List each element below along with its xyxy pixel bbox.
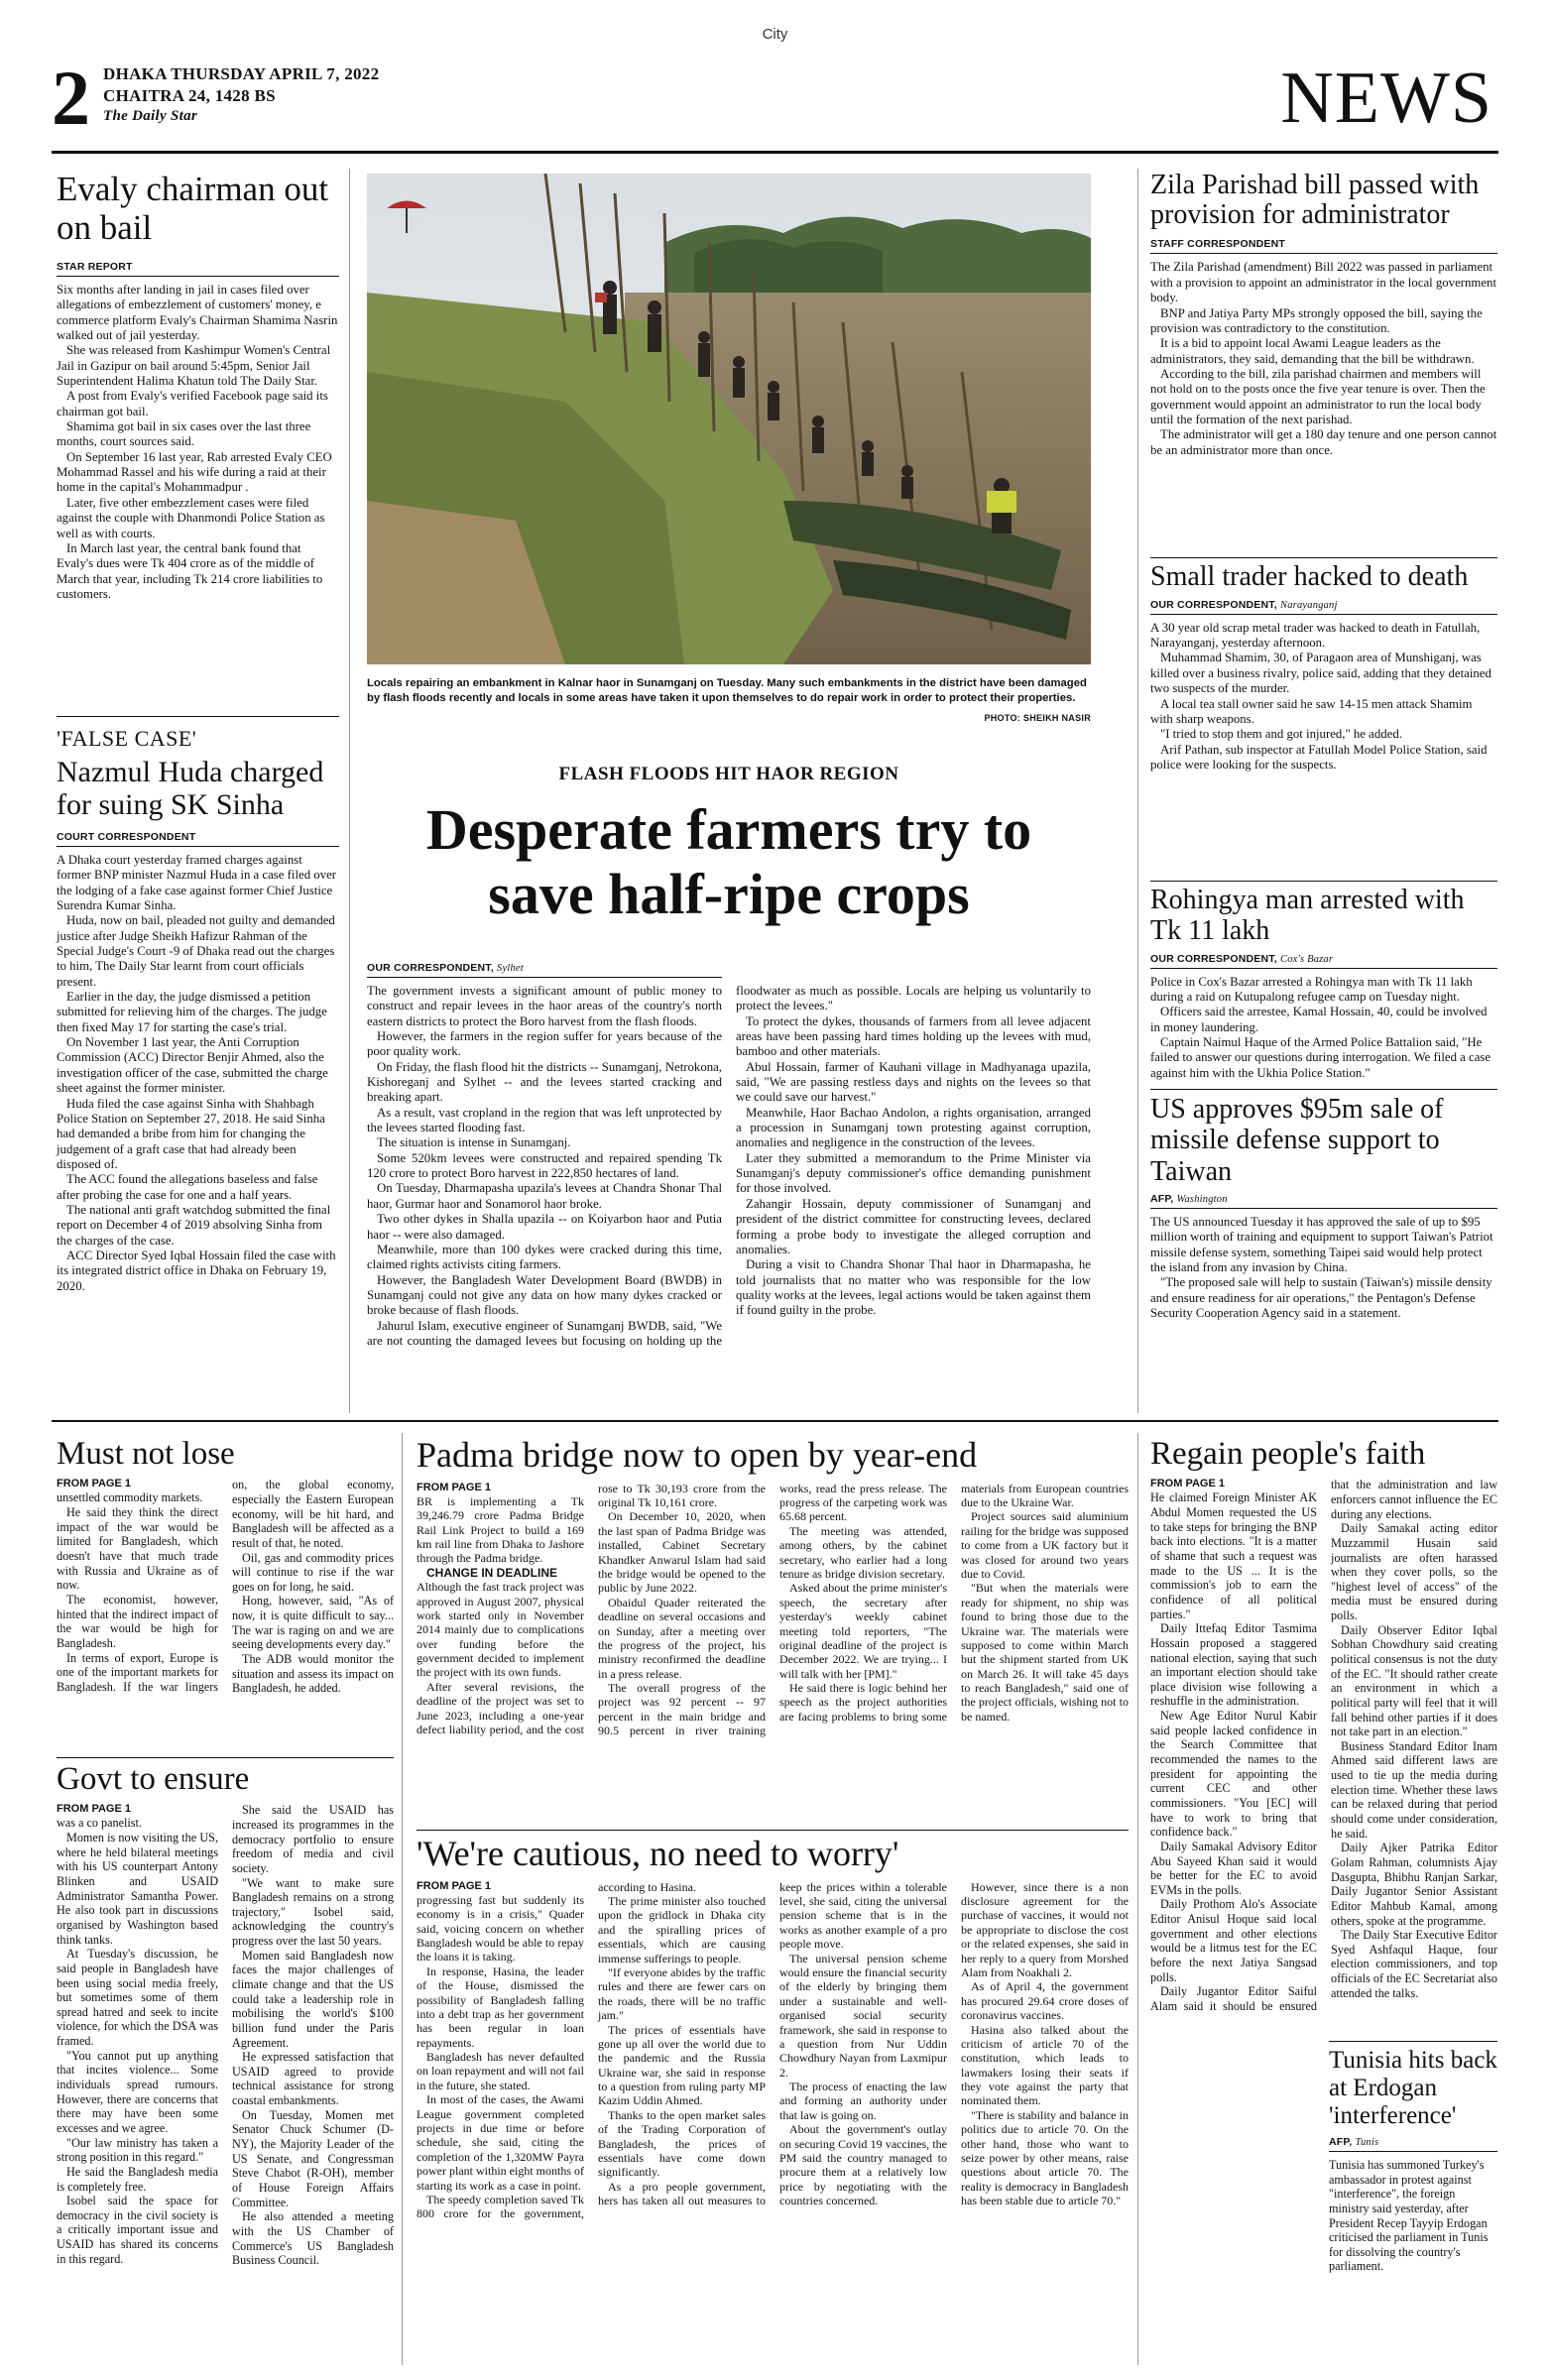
dateline xyxy=(103,63,379,127)
paragraph: Obaidul Quader reiterated the deadline on several occasions and on Sunday, after a meeting over the progress of the project, his ministry reconfirmed the deadline in a press release. xyxy=(598,1595,766,1681)
paragraph: However, the Bangladesh Water Development Board (BWDB) in Sunamganj could not give any data on how many dykes cracked or broke because of flash floods. xyxy=(367,1272,722,1318)
govt-body xyxy=(57,1803,394,2363)
section-label: City xyxy=(762,26,788,43)
evaly-headline[interactable]: Evaly chairman out on bail xyxy=(57,170,329,247)
cautious-body xyxy=(417,1880,1129,2358)
paragraph: Thanks to the open market sales of the Trading Corporation of Bangladesh, the prices of essentials have come down significantly. xyxy=(598,2107,766,2180)
paragraph: "We want to make sure Bangladesh remains on a strong trajectory," Isobel said, acknowledging the country's progress over the last 50 years. xyxy=(232,1875,394,1949)
story-rule xyxy=(1150,557,1497,558)
paragraph: Later, five other embezzlement cases were filed against the couple with Dhanmondi Police Station as well as with courts. xyxy=(57,495,325,540)
paragraph: The universal pension scheme would ensure the financial security of the elderly by bringing them under a sustainable and well-organised social security framework, she said in response to a question from Nur Uddin Chowdhury Nayan from Laxmipur 2. xyxy=(779,1951,947,2080)
section-title: NEWS xyxy=(1280,58,1492,139)
paragraph: As a pro people government, hers has taken all out measures to keep the prices within a tolerable level, she said, citing the universal pension scheme that is in the works as another example of a pro people move. xyxy=(598,1879,947,2208)
paragraph: The prime minister also touched upon the gridlock in Dhaka city and the spiralling prices of essentials, which are causing immense sufferings to people. xyxy=(598,1893,766,1965)
story-regain xyxy=(1150,1436,1497,2053)
paragraph: Oil, gas and commodity prices will continue to rise if the war goes on for long, he said. xyxy=(232,1550,394,1594)
story-taiwan xyxy=(1150,1094,1497,1321)
paragraph: On Tuesday, Dharmapasha upazila's levees at Chandra Shonar Thal haor, Gurmar haor and Sonamorol haor broke. xyxy=(367,1181,722,1211)
tunisia-byline xyxy=(1329,2136,1497,2148)
paragraph: "Our law ministry has taken a strong position in this regard." xyxy=(57,2135,218,2165)
padma-body xyxy=(417,1482,1129,1829)
embankment-photo xyxy=(367,174,1091,664)
paragraph: Daily Ittefaq Editor Tasmima Hossain proposed a staggered national election, saying that such an important election should take place division wise following a reshuffle in the administration. xyxy=(1150,1621,1317,1709)
taiwan-headline[interactable]: US approves $95m sale of missile defense support to Taiwan xyxy=(1150,1094,1444,1187)
paragraph: The US announced Tuesday it has approved the sale of up to $95 million worth of training and equipment to support Taiwan's Patriot missile defense system, something Taipei said would help protect the island from any invasion by China. xyxy=(1150,1215,1493,1275)
huda-kicker: 'FALSE CASE' xyxy=(57,726,197,751)
paragraph: Meanwhile, Haor Bachao Andolon, a rights organisation, arranged a procession in Sunamganj town protesting against corruption, anomalies and negligence in the construction of the levees. xyxy=(736,1105,1091,1150)
paragraph: A 30 year old scrap metal trader was hacked to death in Fatullah, Narayanganj, yesterday afternoon. xyxy=(1150,620,1481,651)
trader-body xyxy=(1150,621,1497,773)
paragraph: "The proposed sale will help to sustain (Taiwan's) missile density and ensure readiness for air operations," the Pentagon's Defense Security Cooperation Agency said in a statement. xyxy=(1150,1275,1492,1321)
paragraph: Zahangir Hossain, deputy commissioner of Sunamganj and president of the district committee for constructing levees, declared forming a probe body to investigate the alleged corruption and anomalies. xyxy=(736,1196,1091,1256)
byline-name: OUR CORRESPONDENT, xyxy=(367,962,494,974)
paragraph: Six months after landing in jail in cases filed over allegations of embezzlement of customers' money, e commerce platform Evaly's Chairman Shamima Nasrin walked out of jail yesterday. xyxy=(57,283,338,343)
story-rule xyxy=(57,1757,394,1758)
byline-name: OUR CORRESPONDENT, xyxy=(1150,598,1277,611)
paragraph: The administrator will get a 180 day tenure and one person cannot be an administrator more than once. xyxy=(1150,427,1497,457)
paragraph: BR is implementing a Tk 39,246.79 crore Padma Bridge Rail Link Project to build a 169 km rail line from Dhaka to Jashore through the Padma bridge. xyxy=(417,1493,584,1566)
paragraph: According to the bill, zila parishad chairmen and members will not hold on to the posts once the five year tenure is over. Then the government would appoint an administrator to run the local body until the formation of the next parishad. xyxy=(1150,366,1486,426)
paragraph: He expressed satisfaction that USAID agreed to provide technical assistance for strong coastal embankments. xyxy=(232,2050,394,2108)
paragraph: The government invests a significant amount of public money to construct and repair levees in the haor areas of the country's north eastern districts to protect the Boro harvest from the flash floods. xyxy=(367,984,722,1028)
byline-name: AFP, xyxy=(1329,2136,1353,2148)
from-page: FROM PAGE 1 xyxy=(57,1803,131,1816)
mustnot-headline[interactable]: Must not lose xyxy=(57,1436,235,1472)
paragraph: As a result, vast cropland in the region that was left unprotected by the levees started flooding fast. xyxy=(367,1105,722,1135)
page-number: 2 xyxy=(52,55,90,141)
paragraph: The ACC found the allegations baseless and false after probing the case for one and a half years. xyxy=(57,1172,318,1202)
trader-byline xyxy=(1150,599,1497,611)
paragraph: New Age Editor Nurul Kabir said people lacked confidence in the Search Committee that recommended the names to the president for appointing the current CEC and other commissioners. "You [EC] will have to work to bring that confidence back." xyxy=(1150,1709,1317,1840)
byline-place: Narayanganj xyxy=(1280,599,1338,611)
trader-headline[interactable]: Small trader hacked to death xyxy=(1150,561,1469,592)
paragraph: The ADB would monitor the situation and assess its impact on Bangladesh, he added. xyxy=(232,1651,394,1696)
paragraph: Meanwhile, more than 100 dykes were cracked during this time, claimed rights activists citing farmers. xyxy=(367,1242,722,1272)
paragraph: "There is stability and balance in politics due to article 70. On the other hand, those who want to seize power by other means, raise questions about article 70. The reality is democracy in Bangladesh has been stable due to article 70." xyxy=(961,2107,1129,2208)
column-divider xyxy=(1137,169,1138,1413)
paragraph: Some 520km levees were constructed and repaired spending Tk 120 crore to protect Boro harvest in 222,850 hectares of land. xyxy=(367,1150,722,1181)
paragraph: Jahurul Islam, executive engineer of Sunamganj BWDB, said, "We are not counting the damaged levees but focusing on holding up the floodwater as much as possible. Locals are helping us voluntarily to protect the levees." xyxy=(367,984,1091,1348)
from-page: FROM PAGE 1 xyxy=(1150,1478,1225,1490)
paragraph: Huda, now on bail, pleaded not guilty and demanded justice after Judge Sheikh Hafizur Rahman of the Special Judge's Court -9 of Dhaka read out the charges to him, The Daily Star learnt from court officials present. xyxy=(57,913,335,989)
paragraph: About the government's outlay on securing Covid 19 vaccines, the PM said the country managed to procure them at a relatively low price by negotiating with the countries concerned. xyxy=(779,2122,947,2208)
paragraph: progressing fast but suddenly its economy is in a crisis," Quader said, voicing concern on whether Bangladesh would be able to repay the loans it is taking. xyxy=(417,1892,584,1964)
paragraph: Daily Samakal acting editor Muzzammil Husain said journalists are often harassed when they cover polls, so the "highest level of access" of the media must be ensured during polls. xyxy=(1331,1521,1497,1623)
mustnot-body xyxy=(57,1478,394,1755)
paragraph: BNP and Jatiya Party MPs strongly opposed the bill, saying the provision was contradictory to the constitution. xyxy=(1150,305,1483,335)
paragraph: Momen said Bangladesh now faces the major challenges of climate change and that the US could take a leadership role in mobilising the world's $100 billion fund under the Paris Agreement. xyxy=(232,1948,394,2050)
paragraph: Hasina also talked about the criticism of article 70 of the constitution, which leads to lawmakers losing their seats if they vote against the party that nominated them. xyxy=(961,2022,1129,2108)
paragraph: He claimed Foreign Minister AK Abdul Momen requested the US to take steps for bringing the BNP back into elections. "It is a matter of shame that such a request was made to the US ... It is the commission's job to earn the confidence of all political parties." xyxy=(1150,1490,1317,1621)
paragraph: On December 10, 2020, when the last span of Padma Bridge was installed, Cabinet Secretary Khandker Anwarul Islam had said the bridge would be opened to the public by June 2022. xyxy=(598,1509,766,1596)
zila-body xyxy=(1150,260,1497,457)
byline-rule xyxy=(1329,2151,1497,2152)
byline-rule xyxy=(57,846,339,847)
padma-headline[interactable]: Padma bridge now to open by year-end xyxy=(417,1435,978,1475)
regain-body xyxy=(1150,1478,1497,2053)
from-page: FROM PAGE 1 xyxy=(417,1879,491,1892)
tunisia-body xyxy=(1329,2158,1497,2274)
story-rule xyxy=(1329,2041,1497,2042)
paragraph: On September 16 last year, Rab arrested Evaly CEO Mohammad Rassel and his wife during a raid at their home in the capital's Mohammadpur . xyxy=(57,449,332,495)
column-divider xyxy=(349,169,350,1413)
paragraph: Huda filed the case against Sinha with Shahbagh Police Station on September 27, 2018. He said Sinha had demanded a bribe from him for changing the judgement of a graft case that had already been disposed of. xyxy=(57,1096,325,1171)
paragraph: Daily Samakal Advisory Editor Abu Sayeed Khan said it would be better for the EC to avoid EVMs in the polls. xyxy=(1150,1839,1317,1897)
paragraph: Momen is now visiting the US, where he held bilateral meetings with his US counterpart Antony Blinken and USAID Administrator Samantha Power. He also took part in discussions organised by Washington based think tanks. xyxy=(57,1831,218,1947)
byline-rule xyxy=(1150,253,1497,254)
byline-place: Tunis xyxy=(1355,2137,1379,2148)
paragraph: Earlier in the day, the judge dismissed a petition submitted for relieving him of the charges. The judge then fixed May 17 for starting the case's trial. xyxy=(57,990,327,1034)
paragraph: However, the farmers in the region suffer for years because of the poor quality work. xyxy=(367,1029,722,1059)
paragraph: Daily Prothom Alo's Associate Editor Anisul Hoque said local government and other elections would be a litmus test for the EC before the next Jatiya Sangsad polls. xyxy=(1150,1897,1317,1984)
paragraph: Asked about the prime minister's speech, the secretary after yesterday's weekly cabinet meeting told reporters, "The original deadline of the project is December 2022. We are trying... I will talk with her [PM]." xyxy=(779,1581,947,1681)
paragraph: In March last year, the central bank found that Evaly's dues were Tk 404 crore as of the middle of March that year, including Tk 214 crore liabilities to customers. xyxy=(57,540,323,601)
taiwan-body xyxy=(1150,1215,1497,1321)
from-page: FROM PAGE 1 xyxy=(417,1481,491,1493)
paragraph: Although the fast track project was approved in August 2007, physical work started only in November 2014 mainly due to complications over funding before the government decided to implement the project with its own funds. xyxy=(417,1580,584,1680)
story-huda xyxy=(57,726,339,1294)
bangla-date: CHAITRA 24, 1428 BS xyxy=(103,86,276,106)
huda-byline: COURT CORRESPONDENT xyxy=(57,831,196,843)
byline-rule xyxy=(1150,968,1497,969)
story-trader xyxy=(1150,562,1497,773)
paragraph: However, since there is a non disclosure agreement for the purchase of vaccines, it would not be appropriate to disclose the cost or the related expenses, she said in her reply to a query from Morshed Alam from Noakhali 2. xyxy=(961,1879,1129,1979)
story-rohingya xyxy=(1150,886,1497,1081)
date-line: DHAKA THURSDAY APRIL 7, 2022 xyxy=(103,64,380,83)
story-zila xyxy=(1150,171,1497,458)
paragraph: Officers said the arrestee, Kamal Hossain, 40, could be involved in money laundering. xyxy=(1150,1005,1488,1034)
paragraph: To protect the dykes, thousands of farmers from all levee adjacent areas have been passing hard times holding up the levees with mud, bamboo and other materials. xyxy=(736,1013,1091,1059)
paragraph: A post from Evaly's verified Facebook page said its chairman got bail. xyxy=(57,389,328,418)
haor-kicker: FLASH FLOODS HIT HAOR REGION xyxy=(558,764,899,784)
zila-byline: STAFF CORRESPONDENT xyxy=(1150,238,1286,251)
byline-rule xyxy=(367,977,722,978)
paragraph: A local tea stall owner said he saw 14-15 men attack Shamim with sharp weapons. xyxy=(1150,696,1473,726)
haor-byline xyxy=(367,962,722,974)
paragraph: The Zila Parishad (amendment) Bill 2022 was passed in parliament with a provision to appoint an administrator in the local government body. xyxy=(1150,260,1496,305)
paragraph: Business Standard Editor Inam Ahmed said different laws are used to tie up the media during election time. Whether these laws can be relaxed during that period should come under consideration, he said. xyxy=(1331,1738,1497,1841)
story-govt xyxy=(57,1761,394,2363)
paragraph: Daily Observer Editor Iqbal Sobhan Chowdhury said creating political consensus is not the duty of the EC. "It should rather create an environment in which a political party will feel that it will fall behind other parties if it does not take part in an election." xyxy=(1331,1622,1497,1739)
govt-headline[interactable]: Govt to ensure xyxy=(57,1761,250,1797)
story-haor xyxy=(367,962,1091,1420)
paragraph: In terms of export, Europe is one of the important markets for Bangladesh. If the war lingers on, the global economy, especially the Eastern European economy, will be hit hard, and Bangladesh will be affected as a result of that, he noted. xyxy=(57,1478,394,1694)
paragraph: The economist, however, hinted that the indirect impact of the war would be high for Bangladesh. xyxy=(57,1592,218,1650)
byline-rule xyxy=(1150,614,1497,615)
paragraph: A Dhaka court yesterday framed charges against former BNP minister Nazmul Huda in a case filed over the lodging of a fake case against former Chief Justice Surendra Kumar Sinha. xyxy=(57,853,337,913)
photo-caption: Locals repairing an embankment in Kalnar haor in Sunamganj on Tuesday. Many such embankments in the district have been damaged by flash floods recently and locals in some areas have taken it upon themselves to do repair work in order to protect their properties. xyxy=(367,677,1087,704)
paragraph: She was released from Kashimpur Women's Central Jail in Gazipur on bail around 5:45pm, Senior Jail Superintendent Halima Khatun told The Daily Star. xyxy=(57,343,331,389)
paragraph: The meeting was attended, among others, by the cabinet secretary, who earlier had a long tenure as bridge division secretary. xyxy=(779,1523,947,1581)
cautious-headline[interactable]: 'We're cautious, no need to worry' xyxy=(417,1834,899,1873)
paragraph: Later they submitted a memorandum to the Prime Minister via Sunamganj's deputy commissioner's office demanding punishment for those involved. xyxy=(736,1150,1091,1196)
paragraph: Arif Pathan, sub inspector at Fatullah Model Police Station, said police were looking for the suspects. xyxy=(1150,742,1488,772)
paragraph: Bangladesh has never defaulted on loan repayment and will not fail in the future, she stated. xyxy=(417,2050,584,2092)
paragraph: He said they think the direct impact of the war would be limited for Bangladesh, which doesn't have that much trade with Russia and Ukraine as of now. xyxy=(57,1505,218,1593)
byline-place: Cox's Bazar xyxy=(1280,953,1334,965)
column-divider xyxy=(402,1433,403,2365)
paragraph: The speedy completion saved Tk 800 crore for the government, according to Hasina. xyxy=(417,1879,696,2221)
paragraph: Shamima got bail in six cases over the last three months, court sources said. xyxy=(57,419,311,449)
huda-body xyxy=(57,853,339,1294)
paragraph: "If everyone abides by the traffic rules and there are fewer cars on the roads, there will be no traffic jam." xyxy=(598,1964,766,2023)
paragraph: Project sources said aluminium railing for the bridge was supposed to come from a UK factory but it was closed for around two years due to Covid. xyxy=(961,1509,1129,1581)
paragraph: On Tuesday, Momen met Senator Chuck Schumer (D-NY), the Majority Leader of the US Senate, and Congressman Steve Chabot (R-OH), member of House Foreign Affairs Committee. xyxy=(232,2107,394,2209)
story-cautious xyxy=(417,1835,1129,2358)
paragraph: Captain Naimul Haque of the Armed Police Battalion said, "He failed to answer our questions during interrogation. We filed a case against him with the Ukhia Police Station." xyxy=(1150,1034,1491,1080)
byline-name: OUR CORRESPONDENT, xyxy=(1150,952,1277,965)
story-evaly xyxy=(57,171,339,602)
paragraph: The situation is intense in Sunamganj. xyxy=(377,1135,571,1150)
paragraph: At Tuesday's discussion, he said people in Bangladesh have been using social media freely, but sometimes some of them spread hatred and seek to incite violence, for which the DSA was framed. xyxy=(57,1947,218,2049)
paragraph: "But when the materials were ready for shipment, no ship was found to bring those due to the Ukraine war. The materials were supposed to come within March but the shipment started from UK on March 26. It will take 45 days to reach Bangladesh," said one of the project officials, wishing not to be named. xyxy=(961,1581,1129,1724)
masthead-rule xyxy=(52,151,1498,154)
paragraph: The overall progress of the project was 92 percent -- 97 percent in the main bridge and 90.5 percent in river training works, read the press release. The progress of the carpeting work was 65.68 percent. xyxy=(598,1481,947,1738)
photo-illustration xyxy=(367,174,1091,664)
paragraph: "You cannot put up anything that incites violence... Some individuals spread rumours. However, there are concerns that there may have been some excesses and we agree. xyxy=(57,2048,218,2135)
paragraph: Abul Hossain, farmer of Kauhani village in Madhyanaga upazila, said, "We are passing restless days and nights on the levees so that we could save our harvest." xyxy=(736,1059,1091,1105)
paragraph: On November 1 last year, the Anti Corruption Commission (ACC) Director Benjir Ahmed, also the investigation officer of the case, submitted the charge sheet against the former minister. xyxy=(57,1035,328,1096)
paragraph: She said the USAID has increased its programmes in the democracy portfolio to ensure freedom of media and civil society. xyxy=(232,1803,394,1875)
byline-rule xyxy=(57,276,339,277)
paragraph: was a co panelist. xyxy=(57,1816,142,1831)
paragraph: Tunisia has summoned Turkey's ambassador in protest against "interference", the foreign ministry said yesterday, after President Recep Tayyip Erdogan criticised the parliament in Tunis for dissolving the country's parliament. xyxy=(1329,2158,1489,2274)
fold-rule xyxy=(52,1420,1498,1422)
paragraph: Isobel said the space for democracy in the civil society is a critically important issue and USAID has shared its concerns in this regard. xyxy=(57,2194,218,2266)
story-mustnot xyxy=(57,1436,394,1755)
byline-place: Washington xyxy=(1176,1194,1228,1206)
column-divider xyxy=(1137,1433,1138,2365)
paragraph: Daily Ajker Patrika Editor Golam Rahman, columnists Ajay Dasgupta, Bhibhu Ranjan Sarkar, Daily Jugantor Senior Assistant Editor Mahbub Kamal, among others, spoke at the programme. xyxy=(1331,1841,1497,1928)
from-page: FROM PAGE 1 xyxy=(57,1478,131,1490)
paragraph: The prices of essentials have gone up all over the world due to the pandemic and the Russia Ukraine war, she said in response to a question from ruling party MP Kazim Uddin Ahmed. xyxy=(598,2022,766,2108)
paragraph: Police in Cox's Bazar arrested a Rohingya man with Tk 11 lakh during a raid on Kutupalong refugee camp on Tuesday night. xyxy=(1150,974,1473,1004)
paragraph: It is a bid to appoint local Awami League leaders as the administrators, they said, demanding that the bill be withdrawn. xyxy=(1150,336,1475,366)
byline-name: AFP, xyxy=(1150,1193,1174,1206)
rohingya-byline xyxy=(1150,953,1497,965)
regain-headline[interactable]: Regain people's faith xyxy=(1150,1436,1426,1472)
paragraph: As of April 4, the government has procured 29.64 crore doses of coronavirus vaccines. xyxy=(961,1979,1129,2023)
paragraph: During a visit to Chandra Shonar Thal haor in Dharmapasha, he told journalists that no matter who was responsible for the low quality works at the levees, legal actions would be taken against them if found guilty in the probe. xyxy=(736,1257,1091,1318)
paragraph: The national anti graft watchdog submitted the final report on December 4 of 2019 absolving Sinha from the charges of the case. xyxy=(57,1202,331,1248)
paragraph: "I tried to stop them and got injured," he added. xyxy=(1160,727,1402,742)
paragraph: He said the Bangladesh media is completely free. xyxy=(57,2164,218,2194)
paragraph: He also attended a meeting with the US Chamber of Commerce's US Bangladesh Business Council. xyxy=(232,2209,394,2268)
byline-rule xyxy=(1150,1208,1497,1209)
rohingya-body xyxy=(1150,975,1497,1081)
tunisia-headline[interactable]: Tunisia hits back at Erdogan 'interference' xyxy=(1329,2047,1497,2129)
paragraph: In response, Hasina, the leader of the House, dismissed the possibility of Bangladesh falling into a debt trap as her government has been regular in loan repayments. xyxy=(417,1964,584,2050)
rohingya-headline[interactable]: Rohingya man arrested with Tk 11 lakh xyxy=(1150,885,1465,946)
photo-credit: PHOTO: SHEIKH NASIR xyxy=(984,713,1091,723)
story-rule xyxy=(1150,1089,1497,1090)
story-rule xyxy=(1150,881,1497,882)
story-rule xyxy=(417,1830,1129,1831)
taiwan-byline xyxy=(1150,1193,1497,1205)
paragraph: Hong, however, said, "As of now, it is quite difficult to say... The war is raging on and we are seeing developments every day." xyxy=(232,1594,394,1652)
evaly-byline: STAR REPORT xyxy=(57,261,133,273)
story-rule xyxy=(57,716,339,717)
paragraph: The process of enacting the law and forming an authority under that law is going on. xyxy=(779,2080,947,2122)
huda-headline[interactable]: Nazmul Huda charged for suing SK Sinha xyxy=(57,756,324,821)
paragraph: Muhammad Shamim, 30, of Paragaon area of Munshiganj, was killed over a business rivalry, police said, adding that they detained two suspects of the murder. xyxy=(1150,651,1491,696)
paragraph: The Daily Star Executive Editor Syed Ashfaqul Haque, four election commissioners, and top officials of the EC Secretariat also attended the talks. xyxy=(1331,1928,1497,2000)
paragraph: ACC Director Syed Iqbal Hossain filed the case with its integrated district office in Dhaka on February 19, 2020. xyxy=(57,1248,336,1293)
paragraph: Two other dykes in Shalla upazila -- on Koiyarbon haor and Putia haor -- were also damaged. xyxy=(367,1212,722,1242)
evaly-body xyxy=(57,283,339,602)
zila-headline[interactable]: Zila Parishad bill passed with provision for administrator xyxy=(1150,170,1480,231)
paragraph: On Friday, the flash flood hit the districts -- Sunamganj, Netrokona, Kishoreganj and Sylhet -- and the levees started cracking and breaking apart. xyxy=(367,1059,722,1105)
paragraph: In most of the cases, the Awami League government completed projects in due time or before schedule, she said, citing the completion of the 1,320MW Payra power plant within eight months of starting its work as a case in point. xyxy=(417,2092,584,2193)
haor-headline[interactable]: Desperate farmers try to save half-ripe crops xyxy=(425,797,1032,926)
paragraph: unsettled commodity markets. xyxy=(57,1490,203,1505)
paragraph: He said there is logic behind her speech as the project authorities are facing problems to bring some materials from European countries due to the Ukraine War. xyxy=(779,1481,1129,1724)
paragraph: After several revisions, the deadline of the project was set to June 2023, including a one-year defect liability period, and the cost rose to Tk 30,193 crore from the original Tk 10,161 crore. xyxy=(417,1481,766,1737)
story-tunisia xyxy=(1329,2047,1497,2274)
paragraph: Daily Jugantor Editor Saiful Alam said it should be ensured that the administration and law enforcers cannot influence the EC during any elections. xyxy=(1150,1478,1497,2013)
subhead: CHANGE IN DEADLINE xyxy=(426,1565,558,1580)
byline-place: Sylhet xyxy=(497,963,524,974)
paper-logo: The Daily Star xyxy=(103,108,198,125)
haor-body xyxy=(367,984,1091,1420)
story-padma xyxy=(417,1436,1129,1829)
